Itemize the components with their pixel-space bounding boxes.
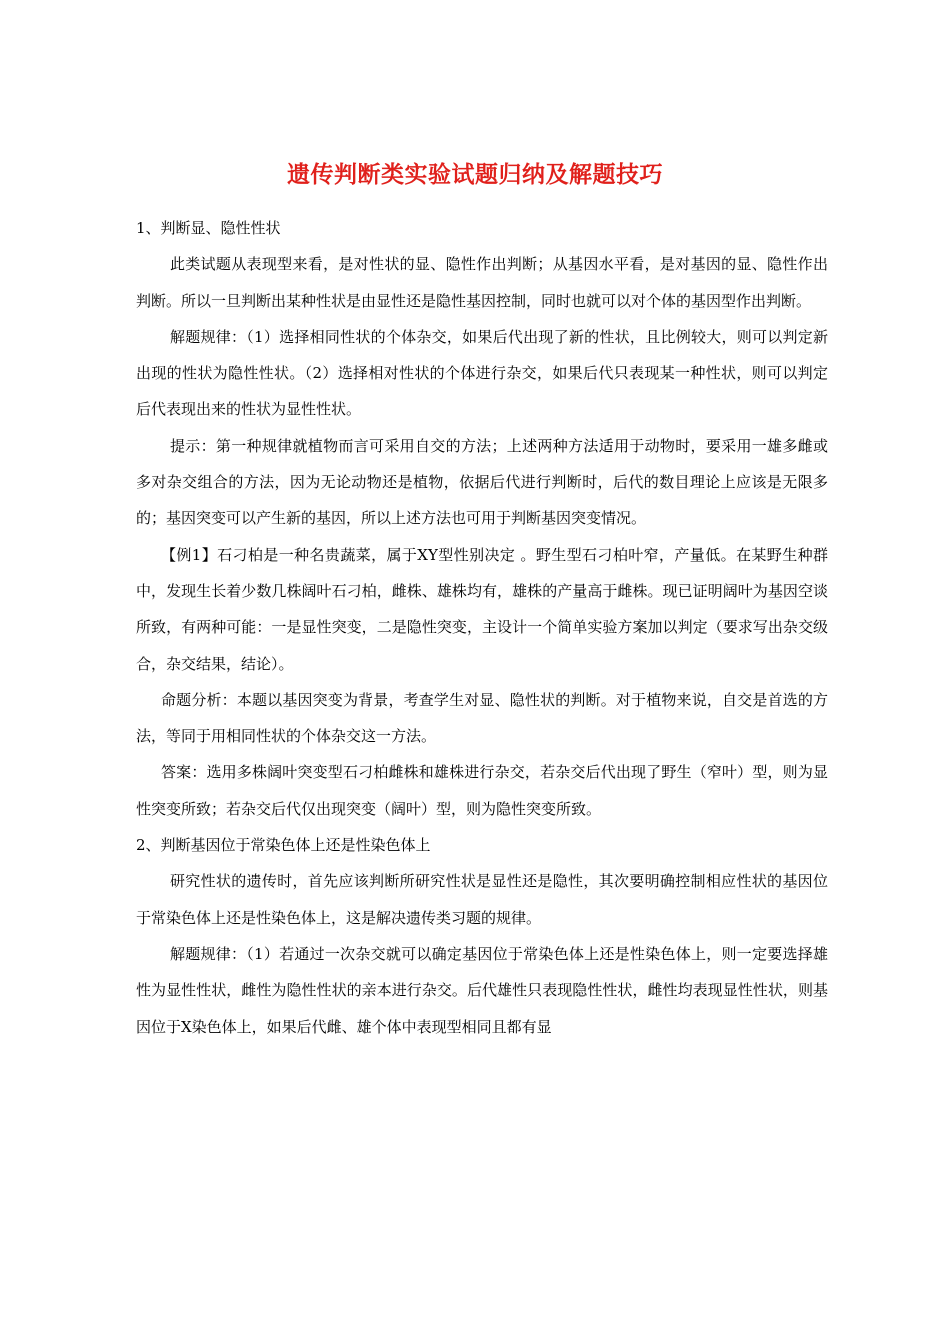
document-body — [136, 210, 828, 1045]
paragraph-hint: 提示：第一种规律就植物而言可采用自交的方法；上述两种方法适用于动物时，要采用一雄多雌或多对杂交组合的方法，因为无论动物还是植物，依据后代进行判断时，后代的数目理论上应该是无限多的；基因突变可以产生新的基因，所以上述方法也可用于判断基因突变情况。 — [136, 436, 828, 528]
paragraph-rule-1: 解题规律：（1）选择相同性状的个体杂交，如果后代出现了新的性状，且比例较大，则可以判定新出现的性状为隐性性状。（2）选择相对性状的个体进行杂交，如果后代只表现某一种性状，则可以判定后代表现出来的性状为显性性状。 — [136, 327, 828, 419]
paragraph-intro: 此类试题从表现型来看，是对性状的显、隐性作出判断；从基因水平看，是对基因的显、隐性作出判断。所以一旦判断出某种性状是由显性还是隐性基因控制，同时也就可以对个体的基因型作出判断。 — [136, 255, 828, 310]
paragraph-rule-2: 解题规律：（1）若通过一次杂交就可以确定基因位于常染色体上还是性染色体上，则一定要选择雄性为显性性状，雌性为隐性性状的亲本进行杂交。后代雄性只表现隐性性状，雌性均表现显性性状，则基因位于X染色体上，如果后代雌、雄个体中表现型相同且都有显 — [136, 944, 828, 1036]
document-title: 遗传判断类实验试题归纳及解题技巧 — [287, 162, 663, 188]
paragraph-research: 研究性状的遗传时，首先应该判断所研究性状是显性还是隐性，其次要明确控制相应性状的基因位于常染色体上还是性染色体上，这是解决遗传类习题的规律。 — [136, 872, 828, 927]
paragraph-example-1: 【例1】石刁柏是一种名贵蔬菜，属于XY型性别决定 。野生型石刁柏叶窄，产量低。在某野生种群中，发现生长着少数几株阔叶石刁柏，雌株、雄株均有，雄株的产量高于雌株。现已证明阔叶为基因空谈所致，有两种可能：一是显性突变，二是隐性突变，主设计一个简单实验方案加以判定（要求写出杂交级合，杂交结果，结论）。 — [136, 545, 828, 673]
section-heading-2: 2、判断基因位于常染色体上还是性染色体上 — [136, 836, 431, 855]
paragraph-analysis: 命题分析：本题以基因突变为背景，考查学生对显、隐性状的判断。对于植物来说，自交是首选的方法，等同于用相同性状的个体杂交这一方法。 — [136, 690, 828, 746]
section-heading-1: 1、判断显、隐性性状 — [136, 219, 281, 237]
paragraph-answer: 答案：选用多株阔叶突变型石刁柏雌株和雄株进行杂交，若杂交后代出现了野生（窄叶）型，则为显性突变所致；若杂交后代仅出现突变（阔叶）型，则为隐性突变所致。 — [136, 763, 828, 818]
